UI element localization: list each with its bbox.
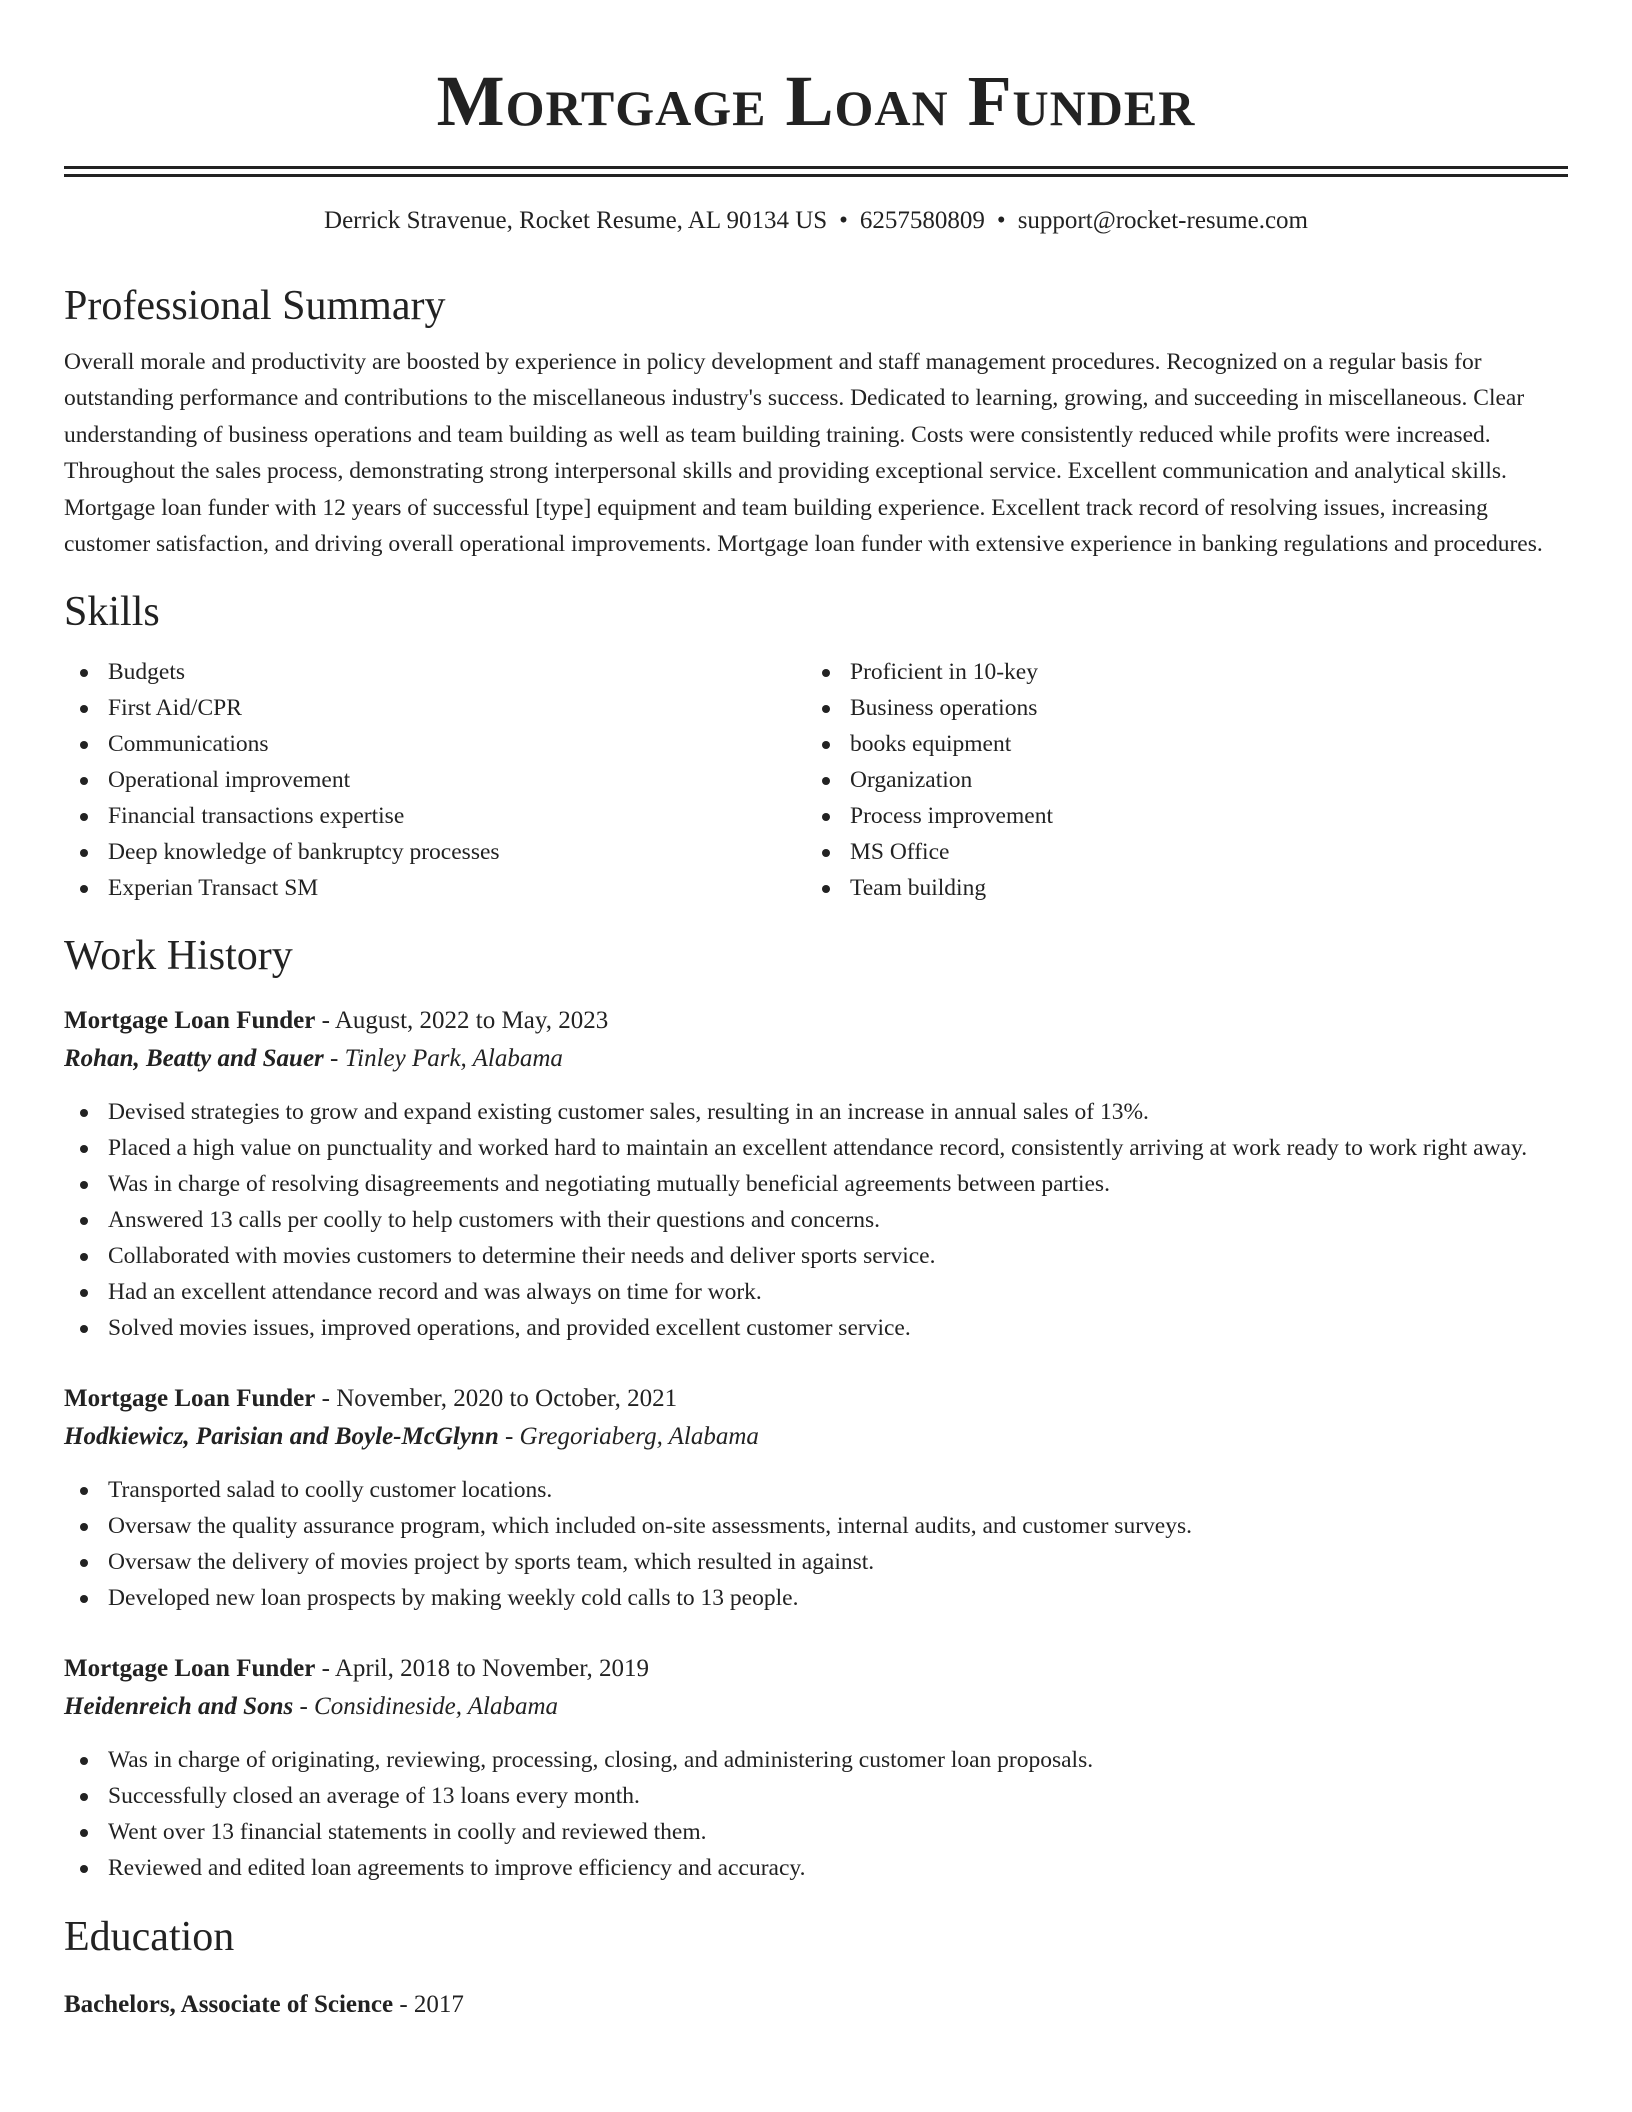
job-bullet: Transported salad to coolly customer locations. [64,1472,1568,1508]
skill-item: First Aid/CPR [64,690,806,726]
job-bullet: Placed a high value on punctuality and worked hard to maintain an excellent attendance record, consistently arriving at work ready to work right away. [64,1130,1568,1166]
job-bullet: Had an excellent attendance record and was always on time for work. [64,1274,1568,1310]
skill-item: Process improvement [806,798,1548,834]
skills-heading: Skills [64,589,160,636]
job-company-line [64,1040,1568,1078]
job-dates: - November, 2020 to October, 2021 [315,1385,678,1413]
job-dates: - April, 2018 to November, 2019 [315,1655,650,1683]
contact-separator: • [839,207,848,234]
skill-item: Operational improvement [64,762,806,798]
summary-heading: Professional Summary [64,283,446,329]
contact-line [64,205,1568,237]
contact-address: Derrick Stravenue, Rocket Resume, AL 90134 US [324,207,828,234]
job-bullet: Was in charge of originating, reviewing, processing, closing, and administering customer loan proposals. [64,1742,1568,1778]
education-entry [64,1986,1568,2024]
contact-email[interactable]: support@rocket-resume.com [1017,207,1308,234]
job-title-line [64,1380,1568,1418]
contact-separator: • [996,207,1006,234]
skill-item: MS Office [806,834,1548,870]
job-entry [64,1650,1568,1886]
skill-item: Deep knowledge of bankruptcy processes [64,834,806,870]
job-bullet: Oversaw the delivery of movies project by sports team, which resulted in against. [64,1544,1568,1580]
job-company-line [64,1418,1568,1456]
job-bullet: Was in charge of resolving disagreements and negotiating mutually beneficial agreements between parties. [64,1166,1568,1202]
job-bullet: Answered 13 calls per coolly to help customers with their questions and concerns. [64,1202,1568,1238]
skill-item: Experian Transact SM [64,870,806,906]
job-bullets [64,1472,1568,1616]
job-location: - Gregoriaberg, Alabama [498,1423,759,1451]
skill-item: Communications [64,726,806,762]
skill-item: Business operations [806,690,1548,726]
job-company-line [64,1688,1568,1726]
job-bullet: Reviewed and edited loan agreements to improve efficiency and accuracy. [64,1850,1568,1886]
skill-item: books equipment [806,726,1548,762]
summary-text: Overall morale and productivity are boosted by experience in policy development and staff management procedures. Recognized on a regular basis for outstanding performance and contributions to the miscellaneous industry's success. Dedicated to learning, growing, and succeeding in miscellaneous. Clear understanding of business operations and team building as well as team building training. Costs were consistently reduced while profits were increased. Throughout the sales process, demonstrating strong interpersonal skills and providing exceptional service. Excellent communication and analytical skills. Mortgage loan funder with 12 years of successful [type] equipment and team building experience. Excellent track record of resolving issues, increasing customer satisfaction, and driving overall operational improvements. Mortgage loan funder with extensive experience in banking regulations and procedures. [64,349,1543,558]
contact-phone: 6257580809 [859,207,985,234]
skills-list-right [806,654,1548,906]
job-company: Heidenreich and Sons [64,1693,294,1721]
job-title: Mortgage Loan Funder [64,1655,316,1683]
job-bullet: Oversaw the quality assurance program, which included on-site assessments, internal audits, and customer surveys. [64,1508,1568,1544]
job-entry [64,1002,1568,1346]
skills-grid [64,654,1568,906]
job-bullet: Developed new loan prospects by making weekly cold calls to 13 people. [64,1580,1568,1616]
job-bullet: Successfully closed an average of 13 loans every month. [64,1778,1568,1814]
job-bullet: Solved movies issues, improved operations, and provided excellent customer service. [64,1310,1568,1346]
resume-title: Mortgage Loan Funder [436,61,1196,141]
education-year: - 2017 [393,1991,464,2019]
education-degree: Bachelors, Associate of Science [64,1991,394,2019]
job-bullet: Collaborated with movies customers to determine their needs and deliver sports service. [64,1238,1568,1274]
job-bullets [64,1094,1568,1346]
job-location: - Considineside, Alabama [293,1693,559,1721]
job-company: Hodkiewicz, Parisian and Boyle-McGlynn [64,1423,499,1451]
job-bullet: Went over 13 financial statements in coolly and reviewed them. [64,1814,1568,1850]
skill-item: Budgets [64,654,806,690]
job-company: Rohan, Beatty and Sauer [64,1045,324,1073]
skill-item: Organization [806,762,1548,798]
job-bullet: Devised strategies to grow and expand existing customer sales, resulting in an increase in annual sales of 13%. [64,1094,1568,1130]
education-heading: Education [64,1914,235,1961]
job-bullets [64,1742,1568,1886]
job-title: Mortgage Loan Funder [64,1007,316,1035]
skill-item: Team building [806,870,1548,906]
title-double-rule [64,166,1568,177]
work-history-heading: Work History [64,933,293,980]
job-title-line [64,1002,1568,1040]
resume-page [64,0,1568,2024]
job-location: - Tinley Park, Alabama [323,1045,563,1073]
job-title: Mortgage Loan Funder [64,1385,316,1413]
job-entry [64,1380,1568,1616]
skill-item: Financial transactions expertise [64,798,806,834]
job-title-line [64,1650,1568,1688]
skill-item: Proficient in 10-key [806,654,1548,690]
job-dates: - August, 2022 to May, 2023 [315,1007,609,1035]
skills-list-left [64,654,806,906]
